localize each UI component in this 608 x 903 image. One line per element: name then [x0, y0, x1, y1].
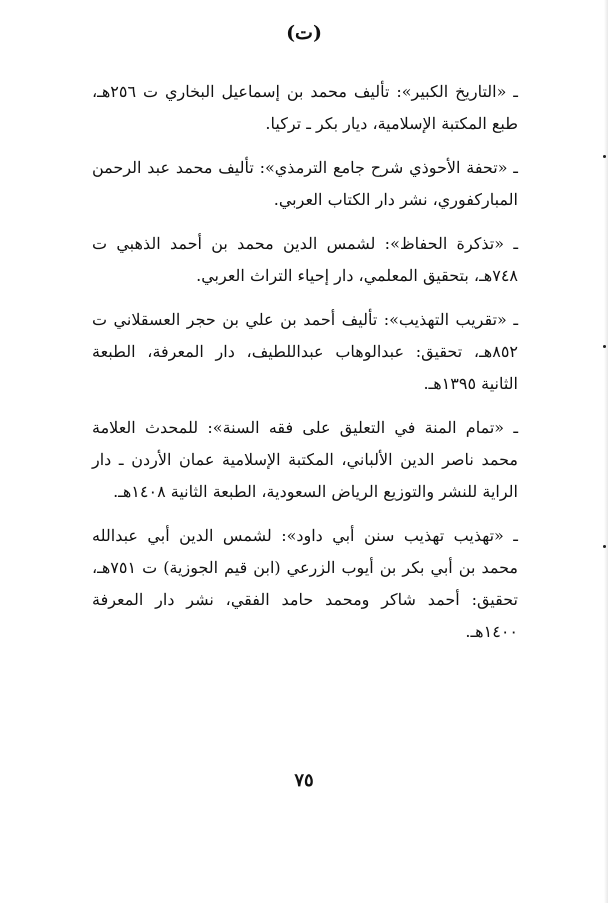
scan-speck	[603, 155, 606, 158]
page-number: ٧٥	[294, 770, 314, 791]
bibliography-entry: ـ «تقريب التهذيب»: تأليف أحمد بن علي بن حجر العسقلاني ت ٨٥٢هـ، تحقيق: عبدالوهاب عبداللطيف، دار المعرفة، الطبعة الثانية ١٣٩٥هـ.	[92, 310, 518, 393]
bibliography-entry: ـ «تذكرة الحفاظ»: لشمس الدين محمد بن أحمد الذهبي ت ٧٤٨هـ، بتحقيق المعلمي، دار إحياء التراث العربي.	[92, 234, 518, 285]
bibliography-list	[92, 76, 518, 660]
bibliography-entry: ـ «التاريخ الكبير»: تأليف محمد بن إسماعيل البخاري ت ٢٥٦هـ، طبع المكتبة الإسلامية، ديار بكر ـ تركيا.	[92, 82, 518, 133]
scan-speck	[603, 345, 606, 348]
bibliography-entry: ـ «تمام المنة في التعليق على فقه السنة»: للمحدث العلامة محمد ناصر الدين الألباني، المكتبة الإسلامية عمان الأردن ـ دار الراية للنشر والتوزيع الرياض السعودية، الطبعة الثانية ١٤٠٨هـ.	[92, 418, 518, 501]
page-edge-shadow	[604, 0, 608, 903]
bibliography-entry: ـ «تهذيب تهذيب سنن أبي داود»: لشمس الدين أبي عبدالله محمد بن أبي بكر بن أيوب الزرعي (ابن قيم الجوزية) ت ٧٥١هـ، تحقيق: أحمد شاكر ومحمد حامد الفقي، نشر دار المعرفة ١٤٠٠هـ.	[92, 526, 518, 641]
bibliography-entry: ـ «تحفة الأحوذي شرح جامع الترمذي»: تأليف محمد عبد الرحمن المباركفوري، نشر دار الكتاب العربي.	[92, 158, 518, 209]
section-title: (ت)	[286, 22, 322, 44]
scan-speck	[603, 545, 606, 548]
